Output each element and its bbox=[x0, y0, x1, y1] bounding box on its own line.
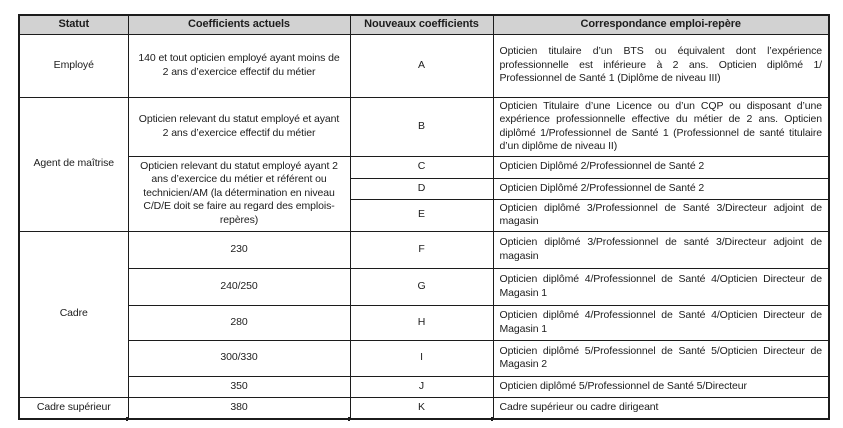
nouveau-coeff-cell-d: D bbox=[350, 178, 493, 199]
header-cell-coefficients-actuels: Coefficients actuels bbox=[128, 15, 350, 34]
nouveau-coeff-cell-k: K bbox=[350, 397, 493, 419]
table-row-b bbox=[19, 97, 829, 156]
nouveau-coeff-cell-c: C bbox=[350, 156, 493, 178]
statut-cell-cadre-superieur: Cadre supérieur bbox=[19, 397, 128, 419]
coeff-actuel-cell-a: 140 et tout opticien employé ayant moins de 2 ans d’exercice effectif du métier bbox=[128, 34, 350, 97]
table-row-k bbox=[19, 397, 829, 419]
coefficients-table bbox=[18, 14, 830, 420]
correspondance-cell-e: Opticien diplômé 3/Professionnel de Santé 3/Directeur adjoint de magasin bbox=[493, 199, 829, 231]
table-row-i bbox=[19, 340, 829, 376]
header-cell-correspondance: Correspondance emploi-repère bbox=[493, 15, 829, 34]
coeff-actuel-cell-i: 300/330 bbox=[128, 340, 350, 376]
coeff-actuel-cell-b: Opticien relevant du statut employé et ayant 2 ans d’exercice effectif du métier bbox=[128, 97, 350, 156]
scan-artifact-line bbox=[348, 417, 350, 421]
table-header-row bbox=[19, 15, 829, 34]
nouveau-coeff-cell-h: H bbox=[350, 305, 493, 340]
nouveau-coeff-cell-j: J bbox=[350, 376, 493, 397]
correspondance-cell-a: Opticien titulaire d’un BTS ou équivalent dont l’expérience professionnelle est inférieure à 2 ans. Opticien diplômé 1/ Professionnel de Santé 1 (Diplôme de niveau III) bbox=[493, 34, 829, 97]
nouveau-coeff-cell-i: I bbox=[350, 340, 493, 376]
correspondance-cell-g: Opticien diplômé 4/Professionnel de Santé 4/Opticien Directeur de Magasin 1 bbox=[493, 268, 829, 305]
table-row-h bbox=[19, 305, 829, 340]
statut-cell-agent-de-maitrise: Agent de maîtrise bbox=[19, 97, 128, 231]
correspondance-cell-k: Cadre supérieur ou cadre dirigeant bbox=[493, 397, 829, 419]
nouveau-coeff-cell-b: B bbox=[350, 97, 493, 156]
statut-cell-employe: Employé bbox=[19, 34, 128, 97]
statut-cell-cadre: Cadre bbox=[19, 231, 128, 397]
scan-artifact-line bbox=[126, 417, 128, 421]
coeff-actuel-cell-j: 350 bbox=[128, 376, 350, 397]
nouveau-coeff-cell-f: F bbox=[350, 231, 493, 268]
table-row-g bbox=[19, 268, 829, 305]
correspondance-cell-c: Opticien Diplômé 2/Professionnel de Santé 2 bbox=[493, 156, 829, 178]
correspondance-cell-j: Opticien diplômé 5/Professionnel de Santé 5/Directeur bbox=[493, 376, 829, 397]
nouveau-coeff-cell-g: G bbox=[350, 268, 493, 305]
nouveau-coeff-cell-e: E bbox=[350, 199, 493, 231]
correspondance-cell-f: Opticien diplômé 3/Professionnel de santé 3/Directeur adjoint de magasin bbox=[493, 231, 829, 268]
scan-artifact-line bbox=[491, 417, 493, 421]
correspondance-cell-i: Opticien diplômé 5/Professionnel de Santé 5/Opticien Directeur de Magasin 2 bbox=[493, 340, 829, 376]
header-cell-nouveaux-coefficients: Nouveaux coefficients bbox=[350, 15, 493, 34]
coeff-actuel-cell-f: 230 bbox=[128, 231, 350, 268]
table-row-j bbox=[19, 376, 829, 397]
coeff-actuel-cell-g: 240/250 bbox=[128, 268, 350, 305]
table-row-a bbox=[19, 34, 829, 97]
table-row-f bbox=[19, 231, 829, 268]
coeff-actuel-cell-cde: Opticien relevant du statut employé ayant 2 ans d’exercice du métier et référent ou technicien/AM (la détermination en niveau C/D/E doit se faire au regard des emplois-repères) bbox=[128, 156, 350, 231]
nouveau-coeff-cell-a: A bbox=[350, 34, 493, 97]
header-cell-statut: Statut bbox=[19, 15, 128, 34]
correspondance-cell-h: Opticien diplômé 4/Professionnel de Santé 4/Opticien Directeur de Magasin 1 bbox=[493, 305, 829, 340]
correspondance-cell-d: Opticien Diplômé 2/Professionnel de Santé 2 bbox=[493, 178, 829, 199]
coeff-actuel-cell-h: 280 bbox=[128, 305, 350, 340]
coeff-actuel-cell-k: 380 bbox=[128, 397, 350, 419]
correspondance-cell-b: Opticien Titulaire d’une Licence ou d’un CQP ou disposant d’une expérience professionnelle effective du métier de 2 ans. Opticien diplômé 1/Professionnel de Santé 1 (Professionnel de santé titulaire d’un diplôme de niveau II) bbox=[493, 97, 829, 156]
table-row-c bbox=[19, 156, 829, 178]
